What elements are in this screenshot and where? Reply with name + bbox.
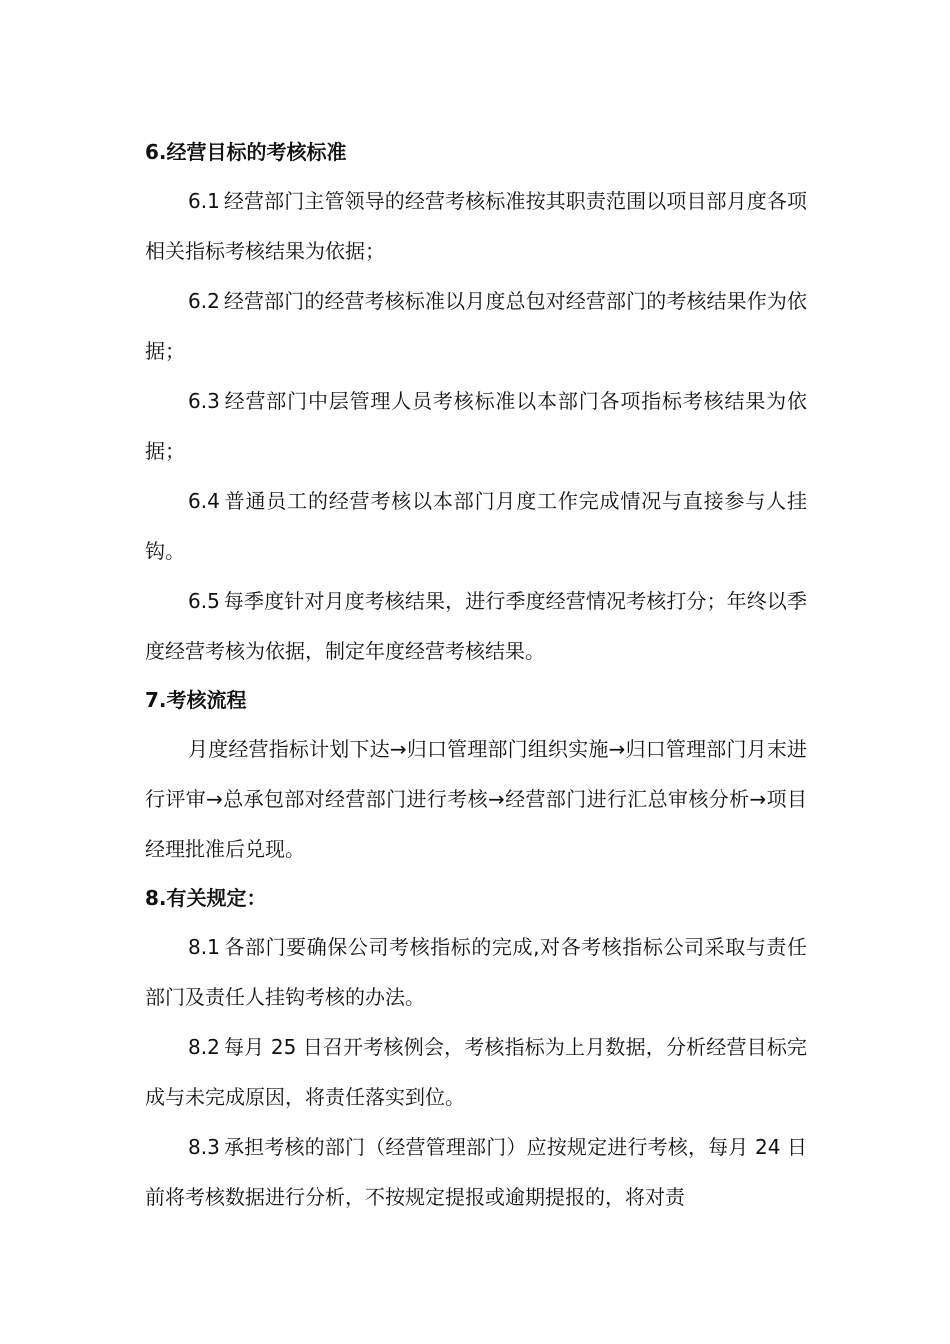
clause-number: 8.1 <box>188 935 220 959</box>
section-8-heading: 8.有关规定： <box>145 886 267 910</box>
clause-number: 8.3 <box>188 1135 220 1159</box>
clause-text: 经营部门的经营考核标准以月度总包对经营部门的考核结果作为依据； <box>145 289 807 363</box>
clause-6-3 <box>145 376 807 476</box>
document-body <box>145 128 807 1222</box>
clause-number: 6.4 <box>188 489 220 513</box>
section-7-heading: 7.考核流程 <box>145 688 247 712</box>
clause-number: 6.3 <box>188 389 220 413</box>
clause-6-4 <box>145 476 807 576</box>
clause-text: 各部门要确保公司考核指标的完成,对各考核指标公司采取与责任部门及责任人挂钩考核的办法。 <box>145 935 807 1009</box>
clause-text: 经营部门中层管理人员考核标准以本部门各项指标考核结果为依据； <box>145 389 807 463</box>
clause-text: 每季度针对月度考核结果，进行季度经营情况考核打分；年终以季度经营考核为依据，制定年度经营考核结果。 <box>145 589 807 663</box>
clause-text: 经营部门主管领导的经营考核标准按其职责范围以项目部月度各项相关指标考核结果为依据； <box>145 189 807 263</box>
clause-text: 普通员工的经营考核以本部门月度工作完成情况与直接参与人挂钩。 <box>145 489 807 563</box>
clause-number: 6.1 <box>188 189 220 213</box>
clause-number: 6.5 <box>188 589 220 613</box>
process-flow-text: 月度经营指标计划下达→归口管理部门组织实施→归口管理部门月末进行评审→总承包部对经营部门进行考核→经营部门进行汇总审核分析→项目经理批准后兑现。 <box>145 737 807 861</box>
clause-8-3 <box>145 1122 807 1222</box>
clause-6-2 <box>145 276 807 376</box>
clause-number: 8.2 <box>188 1035 220 1059</box>
clause-text: 每月 25 日召开考核例会，考核指标为上月数据，分析经营目标完成与未完成原因，将责任落实到位。 <box>145 1035 807 1109</box>
section-6-heading: 6.经营目标的考核标准 <box>145 140 347 164</box>
clause-8-1 <box>145 922 807 1022</box>
clause-text: 承担考核的部门（经营管理部门）应按规定进行考核，每月 24 日前将考核数据进行分析，不按规定提报或逾期提报的，将对责 <box>145 1135 807 1209</box>
clause-number: 6.2 <box>188 289 220 313</box>
clause-8-2 <box>145 1022 807 1122</box>
clause-6-5 <box>145 576 807 676</box>
clause-6-1 <box>145 176 807 276</box>
